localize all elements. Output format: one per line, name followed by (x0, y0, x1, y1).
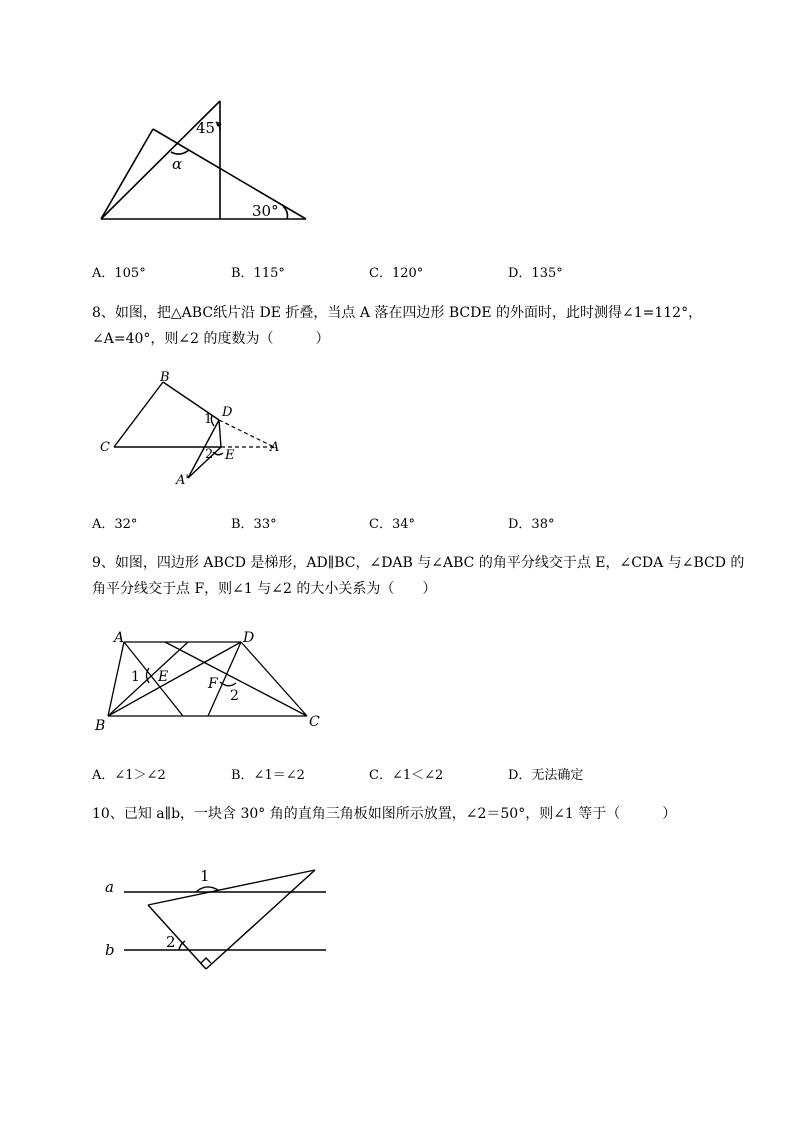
q10-triangle-right-side (206, 870, 315, 969)
q9-label-E: E (158, 669, 169, 685)
q8-option-d[interactable]: D．38° (508, 517, 555, 532)
q7-option-d[interactable]: D．135° (508, 266, 563, 281)
q7-label-30: 30° (252, 202, 279, 220)
q7-option-b[interactable]: B．115° (231, 266, 285, 281)
q8-label-E: E (225, 448, 235, 463)
q7-option-a[interactable]: A．105° (92, 266, 146, 281)
q8-line-DA-prime (188, 420, 219, 478)
q8-option-b[interactable]: B．33° (231, 517, 277, 532)
q10-text-line1: 10、已知 a∥b，一块含 30° 角的直角三角板如图所示放置，∠2＝50°，则∠1 等于（ ） (92, 806, 677, 822)
q8-line-DE (219, 420, 221, 447)
q10-figure (0, 855, 794, 980)
q7-line-slant (153, 129, 306, 219)
q7-label-45: 45° (196, 119, 223, 137)
q7-option-c[interactable]: C．120° (369, 266, 424, 281)
q9-label-B: B (95, 718, 106, 734)
q8-arc-2 (213, 452, 223, 455)
q9-label-1: 1 (131, 669, 140, 685)
q7-figure (0, 0, 794, 240)
q9-line-AB (108, 642, 124, 716)
q9-option-c[interactable]: C．∠1＜∠2 (369, 768, 444, 783)
q10-triangle-left-side (148, 905, 206, 969)
q9-line-bisector-B (108, 642, 188, 716)
q8-text-line1: 8、如图，把△ABC纸片沿 DE 折叠，当点 A 落在四边形 BCDE 的外面时，此时测得∠1=112°， (92, 305, 703, 321)
q9-text-line2: 角平分线交于点 F，则∠1 与∠2 的大小关系为（ ） (92, 581, 437, 597)
q8-label-2: 2 (205, 447, 214, 462)
q8-text-line2: ∠A=40°，则∠2 的度数为（ ） (92, 331, 330, 347)
q8-label-C: C (100, 440, 110, 455)
q10-right-angle-mark (201, 958, 211, 963)
q9-label-2: 2 (230, 688, 239, 704)
q8-dash-DA (219, 420, 274, 447)
q9-figure (0, 620, 794, 740)
q7-label-alpha: α (172, 155, 183, 173)
q7-arc-alpha (171, 150, 189, 154)
q9-label-A: A (114, 630, 125, 646)
q10-label-1: 1 (200, 867, 210, 885)
q8-figure (0, 360, 794, 495)
q8-label-A: A (270, 440, 280, 455)
q8-label-B: B (160, 370, 170, 385)
q9-text-line1: 9、如图，四边形 ABCD 是梯形，AD∥BC，∠DAB 与∠ABC 的角平分线交于点 E，∠CDA 与∠BCD 的 (92, 555, 745, 571)
q8-option-a[interactable]: A．32° (92, 517, 138, 532)
q9-option-d[interactable]: D．无法确定 (508, 768, 584, 783)
q9-option-b[interactable]: B．∠1＝∠2 (231, 768, 305, 783)
q9-line-DC (241, 642, 307, 716)
q10-label-b: b (105, 941, 115, 959)
q8-label-1: 1 (204, 412, 213, 427)
q10-triangle-long-side (148, 870, 315, 905)
q9-label-F: F (208, 676, 218, 692)
q8-option-c[interactable]: C．34° (369, 517, 415, 532)
q10-label-2: 2 (166, 933, 176, 951)
q8-label-D: D (222, 405, 233, 420)
q9-label-D: D (243, 630, 255, 646)
q9-option-a[interactable]: A．∠1＞∠2 (92, 768, 166, 783)
q9-label-C: C (309, 714, 320, 730)
q8-line-CB (114, 382, 163, 447)
q8-label-A-prime: A' (176, 473, 189, 488)
q10-label-a: a (105, 878, 114, 896)
q7-line-left-outer (101, 129, 153, 219)
